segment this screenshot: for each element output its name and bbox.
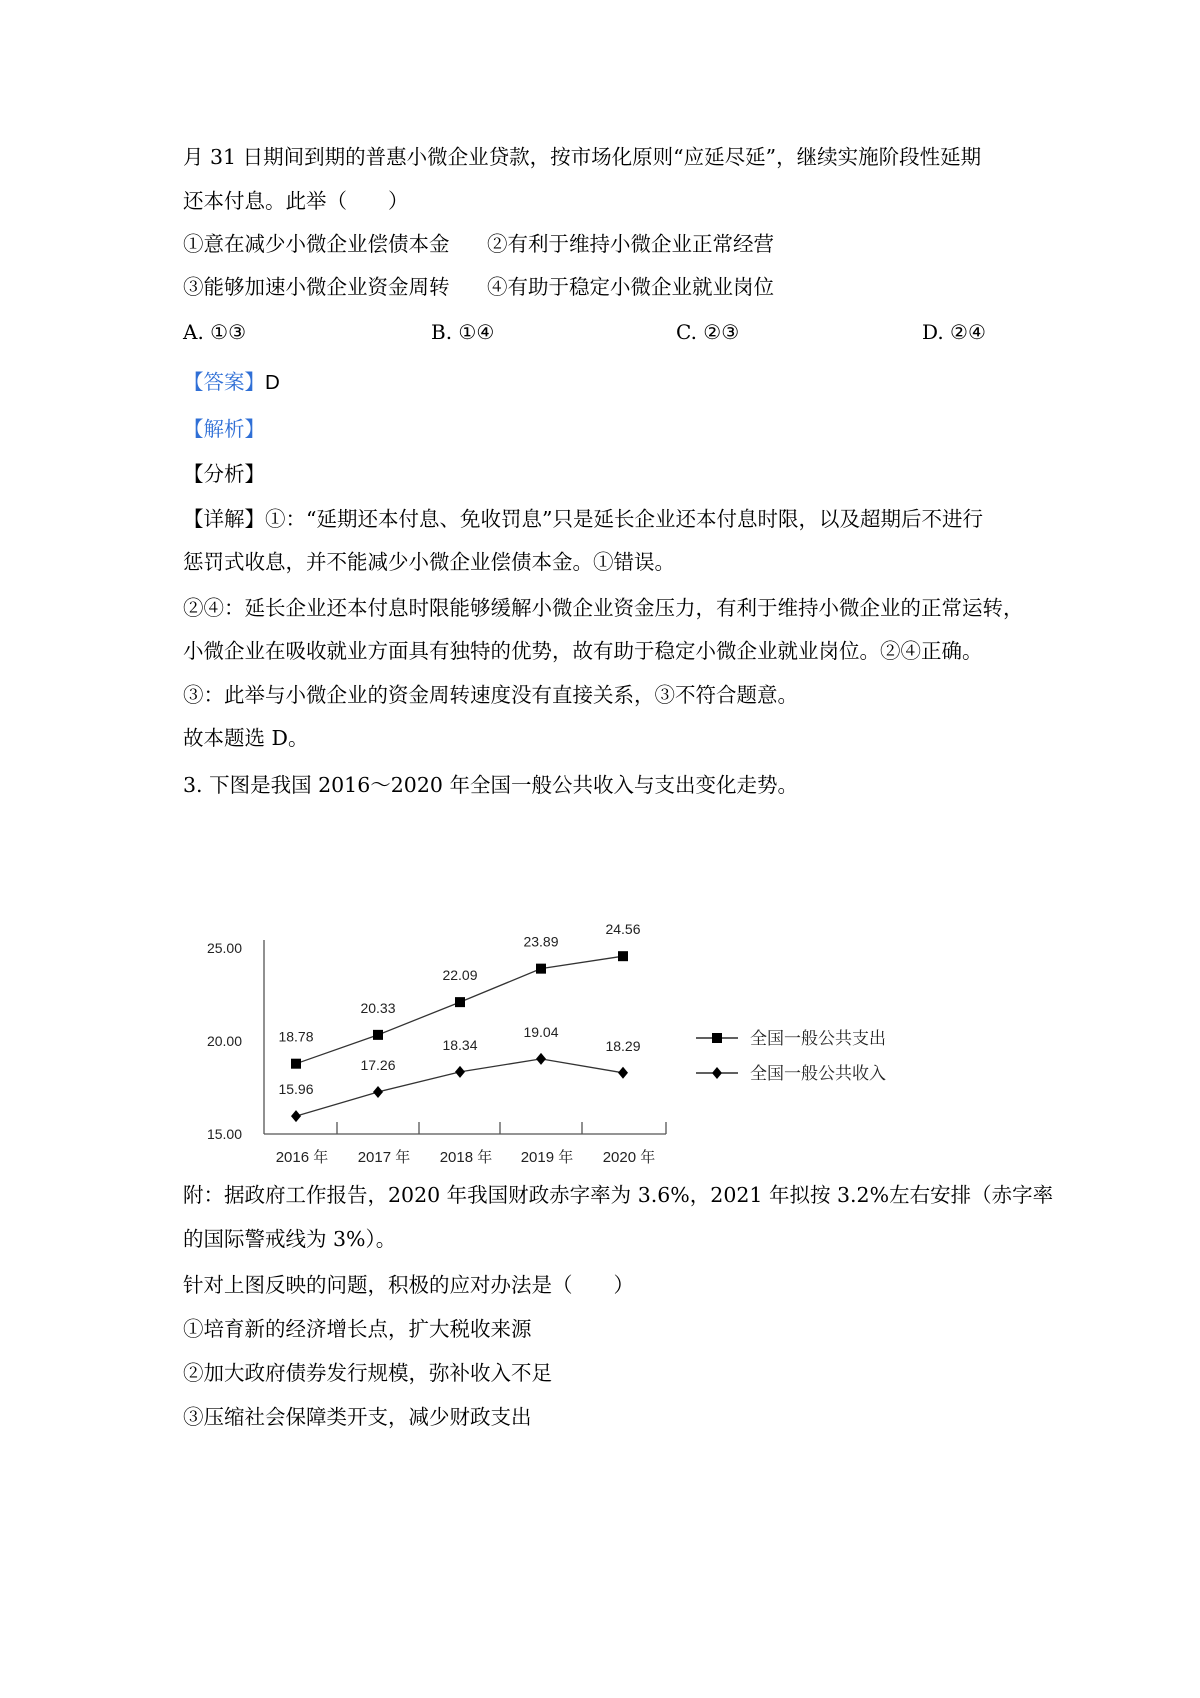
q2-item-2: ②有利于维持小微企业正常经营 bbox=[487, 232, 774, 256]
answer-value: D bbox=[265, 371, 280, 394]
x-tick-label: 2016 年 bbox=[275, 1149, 329, 1166]
q3-note-line1: 附：据政府工作报告，2020 年我国财政赤字率为 3.6%，2021 年拟按 3.2%左右安排（赤字率 bbox=[183, 1183, 1054, 1207]
q2-item-4: ④有助于稳定小微企业就业岗位 bbox=[487, 275, 774, 299]
data-point-diamond bbox=[618, 1067, 628, 1079]
q3-stem: 3. 下图是我国 2016～2020 年全国一般公共收入与支出变化走势。 bbox=[183, 773, 798, 797]
x-tick-label: 2019 年 bbox=[520, 1149, 574, 1166]
q2-option-c: C. ②③ bbox=[676, 320, 740, 344]
q2-detail-line1: 【详解】①：“延期还本付息、免收罚息”只是延长企业还本付息时限，以及超期后不进行 bbox=[183, 507, 983, 531]
q2-detail-line2: 惩罚式收息，并不能减少小微企业偿债本金。①错误。 bbox=[183, 550, 675, 574]
q3-item-1: ①培育新的经济增长点，扩大税收来源 bbox=[183, 1317, 532, 1341]
data-point-diamond bbox=[455, 1066, 465, 1078]
data-label: 18.29 bbox=[605, 1037, 641, 1054]
data-point-square bbox=[455, 997, 465, 1007]
data-label: 18.34 bbox=[442, 1036, 478, 1053]
fenxi-tag: 【分析】 bbox=[183, 462, 265, 486]
x-tick-label: 2017 年 bbox=[357, 1149, 411, 1166]
q3-question: 针对上图反映的问题，积极的应对办法是（ ） bbox=[183, 1273, 634, 1297]
data-point-square bbox=[291, 1059, 301, 1069]
data-label: 23.89 bbox=[523, 933, 559, 950]
data-point-square bbox=[536, 964, 546, 974]
q2-detail-line3: ②④：延长企业还本付息时限能够缓解小微企业资金压力，有利于维持小微企业的正常运转， bbox=[183, 596, 1024, 620]
y-tick-label: 20.00 bbox=[206, 1033, 242, 1049]
q2-option-a: A. ①③ bbox=[183, 320, 247, 344]
y-tick-label: 15.00 bbox=[206, 1126, 242, 1142]
q2-stem-line2: 还本付息。此举（ ） bbox=[183, 189, 409, 213]
data-label: 20.33 bbox=[360, 999, 396, 1016]
q2-option-b: B. ①④ bbox=[431, 320, 495, 344]
data-point-square bbox=[373, 1030, 383, 1040]
q2-detail-line6: 故本题选 D。 bbox=[183, 726, 309, 750]
data-label: 22.09 bbox=[442, 967, 478, 984]
legend-label: 全国一般公共收入 bbox=[750, 1064, 886, 1083]
data-label: 17.26 bbox=[360, 1056, 396, 1073]
q3-item-2: ②加大政府债券发行规模，弥补收入不足 bbox=[183, 1361, 552, 1385]
x-tick-label: 2018 年 bbox=[439, 1149, 493, 1166]
data-point-diamond bbox=[536, 1053, 546, 1065]
data-point-square bbox=[618, 951, 628, 961]
q2-answer bbox=[183, 367, 280, 398]
q2-option-d: D. ②④ bbox=[922, 320, 986, 344]
data-label: 24.56 bbox=[605, 921, 641, 938]
analysis-tag: 【解析】 bbox=[183, 417, 265, 441]
answer-tag: 【答案】 bbox=[183, 370, 265, 394]
data-point-diamond bbox=[373, 1086, 383, 1098]
q2-detail-line4: 小微企业在吸收就业方面具有独特的优势，故有助于稳定小微企业就业岗位。②④正确。 bbox=[183, 639, 983, 663]
q3-note-line2: 的国际警戒线为 3%）。 bbox=[183, 1227, 397, 1251]
data-point-diamond bbox=[291, 1110, 301, 1122]
q2-item-1: ①意在减少小微企业偿债本金 bbox=[183, 232, 450, 256]
data-label: 19.04 bbox=[523, 1023, 559, 1040]
y-tick-label: 25.00 bbox=[206, 940, 242, 956]
q2-detail-line5: ③：此举与小微企业的资金周转速度没有直接关系，③不符合题意。 bbox=[183, 683, 798, 707]
legend-label: 全国一般公共支出 bbox=[750, 1029, 886, 1048]
data-label: 15.96 bbox=[278, 1081, 314, 1098]
q3-item-3: ③压缩社会保障类开支，减少财政支出 bbox=[183, 1405, 532, 1429]
q2-stem-line1: 月 31 日期间到期的普惠小微企业贷款，按市场化原则“应延尽延”，继续实施阶段性延期 bbox=[183, 145, 982, 169]
legend-marker-diamond bbox=[712, 1067, 722, 1079]
q2-item-3: ③能够加速小微企业资金周转 bbox=[183, 275, 450, 299]
data-label: 18.78 bbox=[278, 1028, 314, 1045]
legend-marker-square bbox=[712, 1033, 722, 1043]
x-tick-label: 2020 年 bbox=[602, 1149, 656, 1166]
